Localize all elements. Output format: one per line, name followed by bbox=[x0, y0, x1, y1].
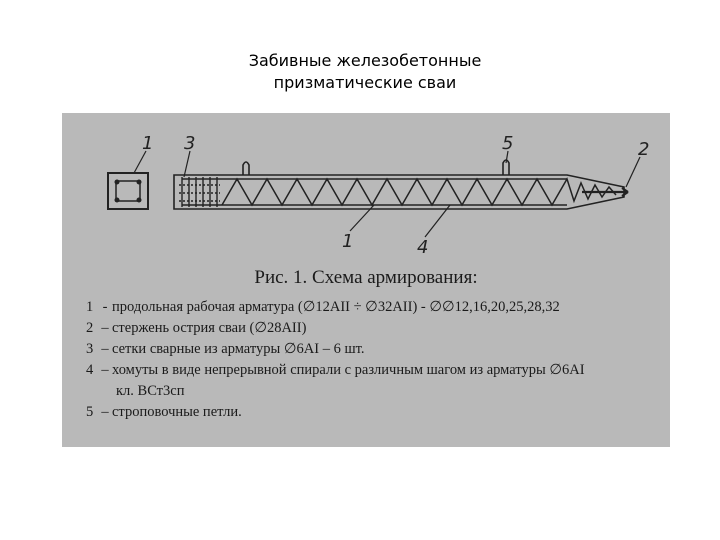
figure-caption: Рис. 1. Схема армирования: bbox=[254, 267, 478, 288]
legend-item bbox=[86, 402, 656, 423]
legend-dash: – bbox=[101, 404, 109, 420]
label-5: 5 bbox=[502, 133, 514, 154]
label-3: 3 bbox=[184, 133, 196, 154]
legend-item bbox=[86, 297, 656, 318]
legend bbox=[86, 297, 656, 423]
label-4: 4 bbox=[417, 237, 429, 258]
legend-text: стержень острия сваи (∅28АII) bbox=[112, 320, 307, 336]
lifting-loops bbox=[243, 160, 509, 175]
legend-number: 5 bbox=[86, 404, 94, 420]
slide-title-line-1: Забивные железобетонные bbox=[248, 51, 482, 70]
label-1-section: 1 bbox=[142, 133, 154, 154]
legend-number: 3 bbox=[86, 341, 94, 357]
legend-dash: – bbox=[101, 341, 109, 357]
legend-continuation: кл. ВСт3сп bbox=[116, 383, 185, 399]
pile-cross-section bbox=[108, 173, 148, 209]
pile-body bbox=[174, 175, 624, 209]
legend-text: хомуты в виде непрерывной спирали с различным шагом из арматуры ∅6АI bbox=[112, 362, 585, 378]
label-1-rebar: 1 bbox=[342, 231, 354, 252]
legend-dash: - bbox=[102, 299, 108, 315]
legend-dash: – bbox=[101, 320, 109, 336]
legend-text: сетки сварные из арматуры ∅6АI – 6 шт. bbox=[112, 341, 365, 357]
legend-number: 1 bbox=[86, 299, 94, 315]
slide-title bbox=[0, 50, 720, 94]
slide-title-line-2: призматические сваи bbox=[273, 73, 457, 92]
spiral-stirrups bbox=[222, 179, 616, 205]
legend-text: продольная рабочая арматура (∅12АII ÷ ∅32АII) - ∅∅12,16,20,25,28,32 bbox=[112, 299, 560, 315]
welded-meshes bbox=[179, 177, 220, 207]
legend-item bbox=[86, 360, 656, 381]
legend-text: строповочные петли. bbox=[112, 404, 242, 420]
tip-rod bbox=[582, 188, 628, 196]
label-2: 2 bbox=[638, 139, 650, 160]
legend-dash: – bbox=[101, 362, 109, 378]
legend-number: 2 bbox=[86, 320, 94, 336]
legend-number: 4 bbox=[86, 362, 94, 378]
reinforcement-figure bbox=[62, 113, 670, 447]
legend-item bbox=[86, 339, 656, 360]
legend-item bbox=[86, 318, 656, 339]
